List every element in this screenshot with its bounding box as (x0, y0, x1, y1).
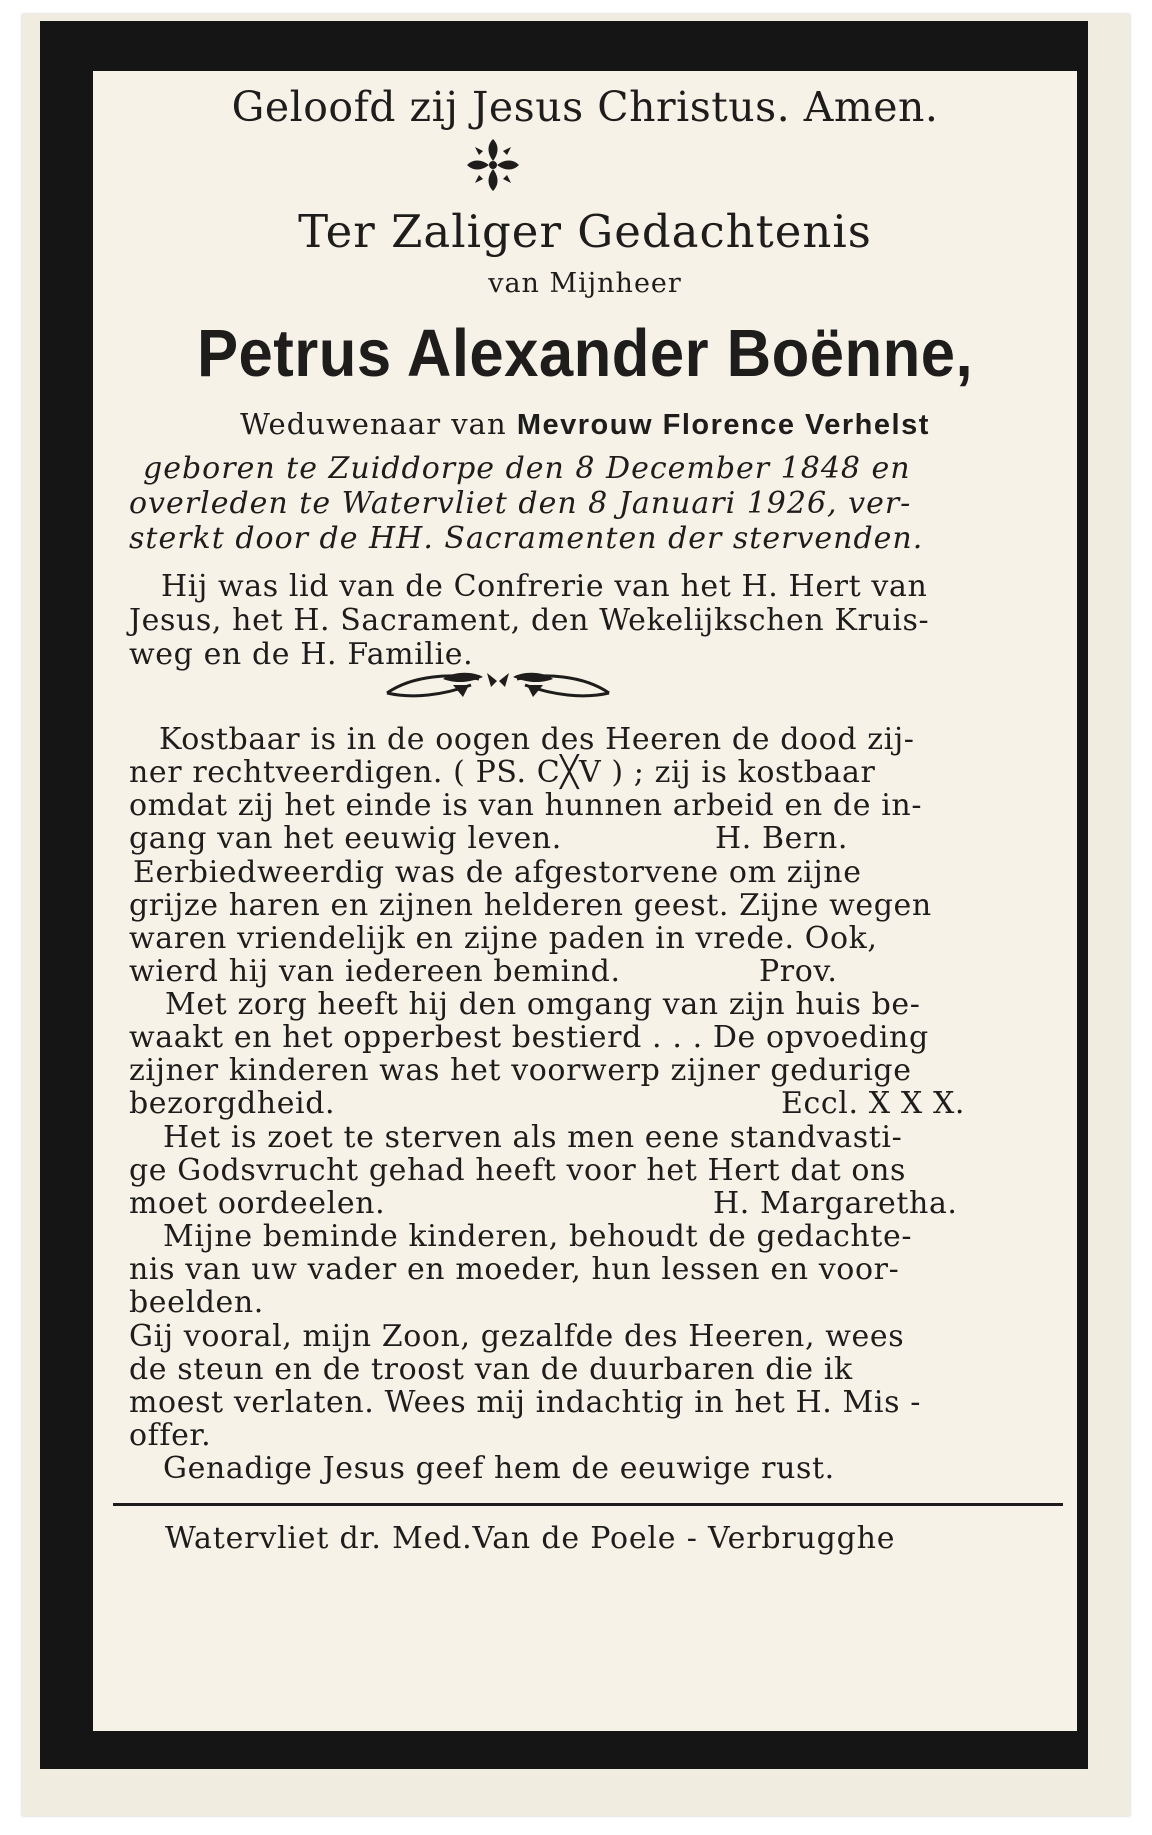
exhortation-line-1: Mijne beminde kinderen, behoudt de gedachte- (163, 1219, 913, 1254)
verse-3-line-1: Met zorg heeft hij den omgang van zijn huis be- (165, 987, 921, 1022)
printer-imprint: Watervliet dr. Med.Van de Poele - Verbrugghe (165, 1521, 896, 1556)
verse-4-line-2: ge Godsvrucht gehad heeft voor het Hert dat ons (129, 1153, 906, 1188)
card-paper (93, 71, 1077, 1731)
exhortation-line-7: offer. (129, 1418, 212, 1453)
exhortation-line-5: de steun en de troost van de duurbaren die ik (129, 1352, 853, 1387)
leaf-scroll-icon (383, 665, 613, 713)
memorial-heading: Ter Zaliger Gedachtenis (298, 205, 872, 258)
verse-1-line-1: Kostbaar is in de oogen des Heeren de dood zij- (159, 722, 915, 757)
verse-2-line-2: grijze haren en zijnen helderen geest. Zijne wegen (129, 888, 932, 923)
invocation: Geloofd zij Jesus Christus. Amen. (231, 83, 939, 131)
verse-3-line-2: waakt en het opperbest bestierd . . . De opvoeding (129, 1020, 929, 1055)
brotherhood-line-3: weg en de H. Familie. (129, 637, 474, 672)
life-line-3: sterkt door de HH. Sacramenten der stervenden. (129, 521, 924, 556)
exhortation-line-4: Gij vooral, mijn Zoon, gezalfde des Heeren, wees (129, 1319, 905, 1354)
verse-1-last: gang van het eeuwig leven. (129, 821, 562, 856)
verse-1-line-3: omdat zij het einde is van hunnen arbeid en de in- (129, 788, 923, 823)
verse-2-source: Prov. (759, 954, 838, 989)
life-line-2: overleden te Watervliet den 8 Januari 1926, ver- (129, 486, 912, 521)
verse-1-source: H. Bern. (715, 821, 849, 856)
exhortation-line-2: nis van uw vader en moeder, hun lessen en voor- (129, 1252, 900, 1287)
deceased-name: Petrus Alexander Boënne, (196, 316, 974, 391)
verse-3-line-3: zijner kinderen was het voorwerp zijner gedurige (129, 1053, 912, 1088)
exhortation-line-8: Genadige Jesus geef hem de eeuwige rust. (163, 1451, 835, 1486)
life-line-1: geboren te Zuiddorpe den 8 December 1848 en (143, 451, 911, 486)
verse-4-last: moet oordeelen. (129, 1186, 386, 1221)
verse-2-line-1: Eerbiedweerdig was de afgestorvene om zijne (133, 855, 862, 890)
brotherhood-line-2: Jesus, het H. Sacrament, den Wekelijkschen Kruis- (129, 603, 930, 638)
verse-1-line-2: ner rechtveerdigen. ( PS. C╳V ) ; zij is kostbaar (129, 755, 876, 790)
spouse-name: Mevrouw Florence Verhelst (516, 409, 930, 441)
footer-rule (113, 1503, 1063, 1506)
honorific: van Mijnheer (488, 268, 682, 299)
verse-4-source: H. Margaretha. (713, 1186, 958, 1221)
widower-prefix: Weduwenaar van (240, 407, 507, 441)
exhortation-line-3: beelden. (129, 1285, 264, 1320)
verse-2-line-3: waren vriendelijk en zijne paden in vrede. Ook, (129, 921, 878, 956)
verse-2-last: wierd hij van iedereen bemind. (129, 954, 621, 989)
verse-3-source: Eccl. X X X. (781, 1086, 966, 1121)
exhortation-line-6: moest verlaten. Wees mij indachtig in het H. Mis - (129, 1385, 921, 1420)
brotherhood-line-1: Hij was lid van de Confrerie van het H. Hert van (161, 569, 928, 604)
ornamental-cross-icon (463, 135, 523, 195)
widower-line (107, 407, 1063, 442)
verse-3-last: bezorgdheid. (129, 1086, 336, 1121)
verse-4-line-1: Het is zoet te sterven als men eene standvasti- (163, 1120, 903, 1155)
